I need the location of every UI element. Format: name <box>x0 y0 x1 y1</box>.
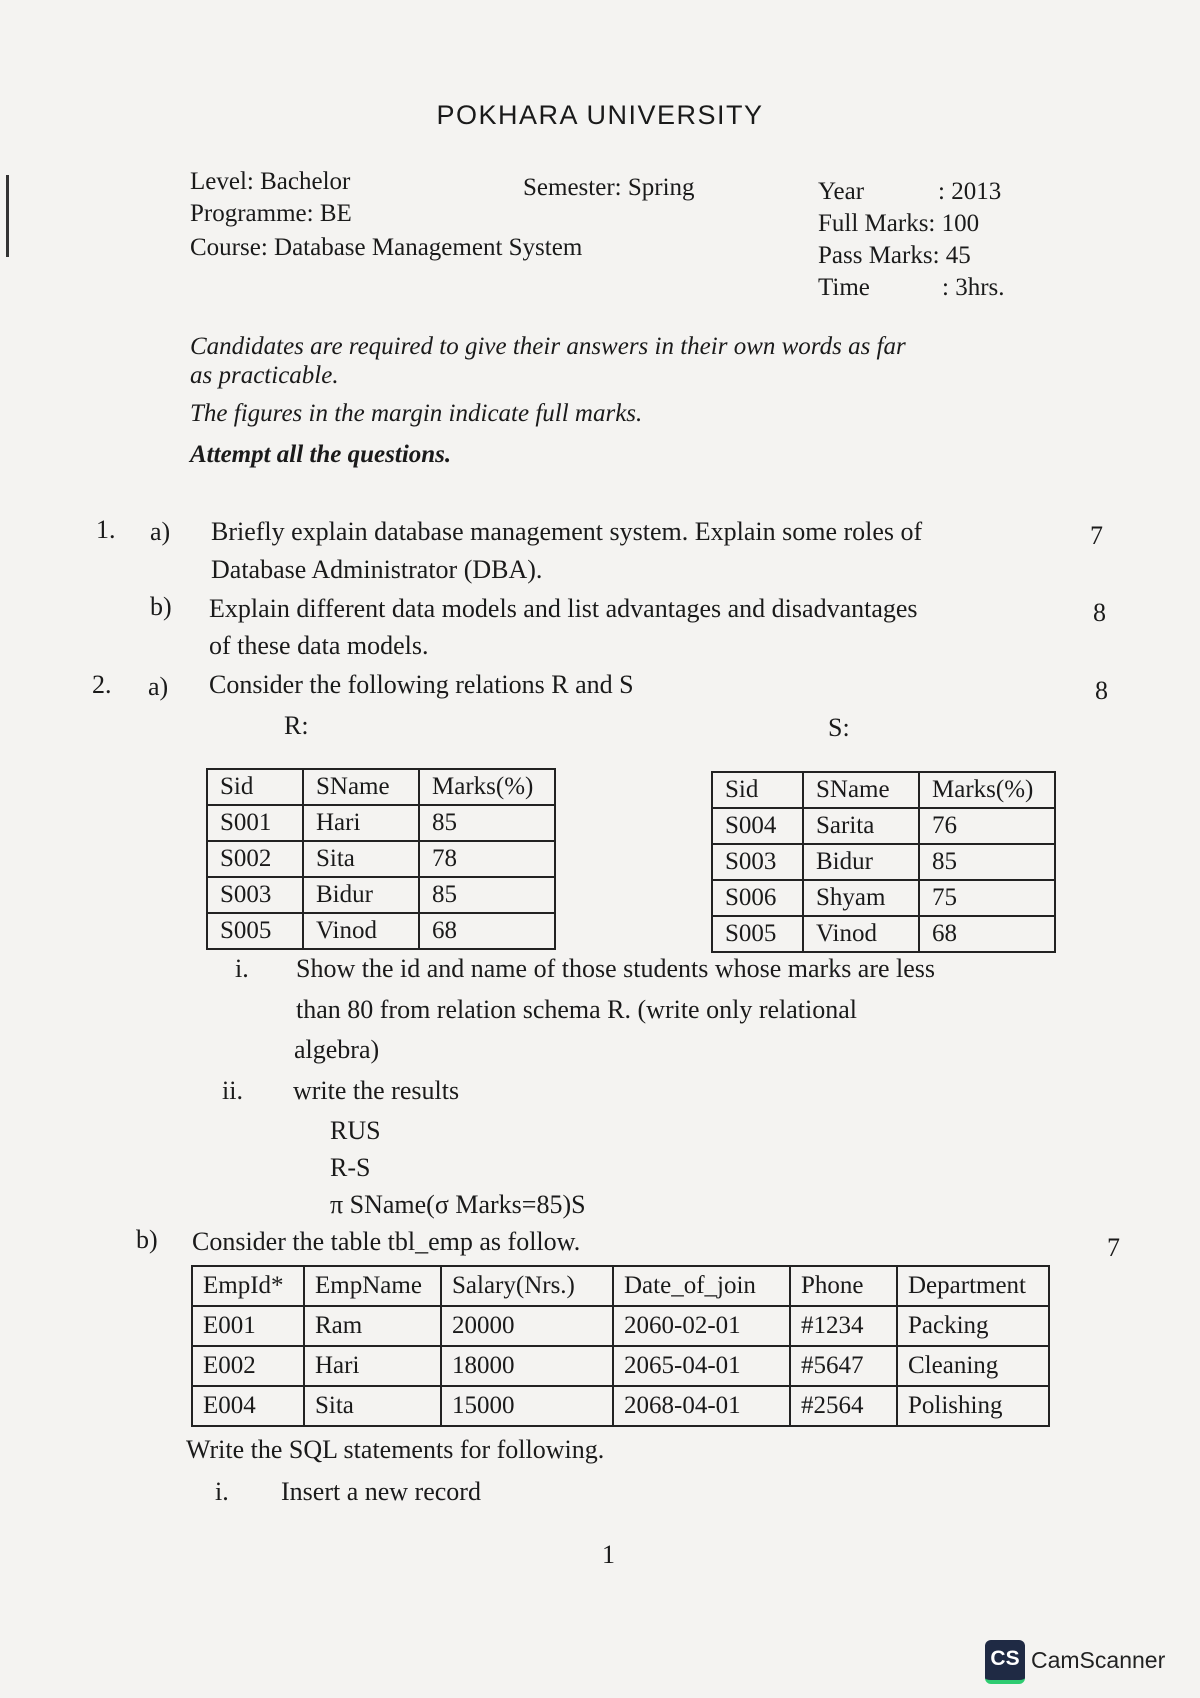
header-cell: Sid <box>712 772 803 808</box>
semester: Semester: Spring <box>523 174 695 201</box>
page-number: 1 <box>602 1540 615 1569</box>
instruction-line-4: Attempt all the questions. <box>190 441 452 468</box>
q2b-marks: 7 <box>1107 1233 1120 1262</box>
q2a-i-label: i. <box>235 954 249 983</box>
table-cell: 15000 <box>441 1386 613 1426</box>
instruction-line-2: as practicable. <box>190 362 339 389</box>
q1b-line-1: Explain different data models and list advantages and disadvantages <box>209 594 918 623</box>
table-cell: 20000 <box>441 1306 613 1346</box>
table-cell: Sita <box>304 1386 441 1426</box>
table-cell: 85 <box>919 844 1055 880</box>
header-cell: Sid <box>207 769 303 805</box>
table-cell: #5647 <box>790 1346 897 1386</box>
table-cell: Sarita <box>803 808 919 844</box>
header-cell: Marks(%) <box>419 769 555 805</box>
table-row <box>712 916 1055 952</box>
table-cell: 2065-04-01 <box>613 1346 790 1386</box>
table-cell: 78 <box>419 841 555 877</box>
q1b-label: b) <box>150 592 172 621</box>
table-cell: S005 <box>712 916 803 952</box>
table-cell: Hari <box>303 805 419 841</box>
programme: Programme: BE <box>190 200 352 227</box>
table-cell: 68 <box>419 913 555 949</box>
q1a-line-2: Database Administrator (DBA). <box>211 555 543 584</box>
camscanner-logo-icon: CS <box>985 1640 1025 1684</box>
header-cell: Date_of_join <box>613 1266 790 1306</box>
header-cell: Salary(Nrs.) <box>441 1266 613 1306</box>
q2a-ii-text: write the results <box>293 1076 460 1105</box>
table-cell: S003 <box>207 877 303 913</box>
table-cell: #2564 <box>790 1386 897 1426</box>
header-cell: EmpId* <box>192 1266 304 1306</box>
q2a-text: Consider the following relations R and S <box>209 670 634 699</box>
table-cell: 2060-02-01 <box>613 1306 790 1346</box>
table-cell: Sita <box>303 841 419 877</box>
table-cell: Vinod <box>803 916 919 952</box>
employee-table <box>191 1265 1050 1427</box>
table-row <box>207 841 555 877</box>
table-cell: Shyam <box>803 880 919 916</box>
sql-instruction: Write the SQL statements for following. <box>186 1435 605 1464</box>
table-cell: Polishing <box>897 1386 1049 1426</box>
expr-projection: π SName(σ Marks=85)S <box>330 1190 586 1219</box>
table-cell: Vinod <box>303 913 419 949</box>
relation-s-table <box>711 771 1056 953</box>
q2b-label: b) <box>136 1225 158 1254</box>
time-label: Time <box>818 274 870 301</box>
table-cell: E002 <box>192 1346 304 1386</box>
q2a-label: a) <box>148 672 169 701</box>
relation-r-label: R: <box>284 711 309 740</box>
level: Level: Bachelor <box>190 168 351 195</box>
header-cell: Phone <box>790 1266 897 1306</box>
camscanner-brand: CamScanner <box>1031 1647 1166 1673</box>
instruction-line-3: The figures in the margin indicate full marks. <box>190 400 643 427</box>
expr-union: RUS <box>330 1116 381 1145</box>
table-cell: Packing <box>897 1306 1049 1346</box>
q1-number: 1. <box>96 515 116 544</box>
table-cell: 68 <box>919 916 1055 952</box>
table-header-row <box>192 1266 1049 1306</box>
q2a-marks: 8 <box>1095 676 1108 705</box>
table-cell: S001 <box>207 805 303 841</box>
instruction-line-1: Candidates are required to give their answers in their own words as far <box>190 333 906 360</box>
table-cell: 85 <box>419 805 555 841</box>
table-cell: S004 <box>712 808 803 844</box>
q1b-line-2: of these data models. <box>209 631 429 660</box>
table-cell: E004 <box>192 1386 304 1426</box>
year-value: : 2013 <box>938 178 1002 205</box>
table-cell: S003 <box>712 844 803 880</box>
table-cell: 18000 <box>441 1346 613 1386</box>
scan-edge-mark <box>6 175 9 257</box>
table-cell: 76 <box>919 808 1055 844</box>
q2b-text: Consider the table tbl_emp as follow. <box>192 1227 581 1256</box>
header-cell: SName <box>803 772 919 808</box>
pass-marks: Pass Marks: 45 <box>818 242 971 269</box>
time-value: : 3hrs. <box>942 274 1005 301</box>
full-marks: Full Marks: 100 <box>818 210 980 237</box>
relation-s-label: S: <box>828 713 850 742</box>
header-cell: EmpName <box>304 1266 441 1306</box>
table-row <box>712 880 1055 916</box>
university-title: POKHARA UNIVERSITY <box>436 100 764 130</box>
table-row <box>192 1306 1049 1346</box>
q2a-ii-label: ii. <box>222 1076 243 1105</box>
q2a-i-line-2: than 80 from relation schema R. (write only relational <box>296 995 857 1024</box>
table-header-row <box>207 769 555 805</box>
table-header-row <box>712 772 1055 808</box>
table-row <box>207 805 555 841</box>
sql-i-text: Insert a new record <box>281 1477 481 1506</box>
table-cell: Bidur <box>303 877 419 913</box>
table-row <box>712 844 1055 880</box>
q2a-i-line-3: algebra) <box>294 1035 380 1064</box>
table-row <box>192 1386 1049 1426</box>
table-cell: Bidur <box>803 844 919 880</box>
q1a-label: a) <box>150 517 171 546</box>
q2a-i-line-1: Show the id and name of those students whose marks are less <box>296 954 936 983</box>
table-cell: Hari <box>304 1346 441 1386</box>
table-row <box>712 808 1055 844</box>
table-cell: S006 <box>712 880 803 916</box>
table-cell: S002 <box>207 841 303 877</box>
q1a-marks: 7 <box>1090 521 1103 550</box>
table-cell: S005 <box>207 913 303 949</box>
q1b-marks: 8 <box>1093 598 1106 627</box>
table-row <box>207 913 555 949</box>
year-label: Year <box>818 178 865 205</box>
table-cell: 2068-04-01 <box>613 1386 790 1426</box>
table-cell: E001 <box>192 1306 304 1346</box>
table-cell: #1234 <box>790 1306 897 1346</box>
header-cell: SName <box>303 769 419 805</box>
course: Course: Database Management System <box>190 234 583 261</box>
table-row <box>192 1346 1049 1386</box>
table-cell: Ram <box>304 1306 441 1346</box>
sql-i-label: i. <box>215 1477 229 1506</box>
expr-difference: R-S <box>330 1153 371 1182</box>
q2-number: 2. <box>92 670 112 699</box>
table-row <box>207 877 555 913</box>
header-cell: Department <box>897 1266 1049 1306</box>
q1a-line-1: Briefly explain database management system. Explain some roles of <box>211 517 923 546</box>
relation-r-table <box>206 768 556 950</box>
table-cell: 85 <box>419 877 555 913</box>
table-cell: 75 <box>919 880 1055 916</box>
header-cell: Marks(%) <box>919 772 1055 808</box>
table-cell: Cleaning <box>897 1346 1049 1386</box>
